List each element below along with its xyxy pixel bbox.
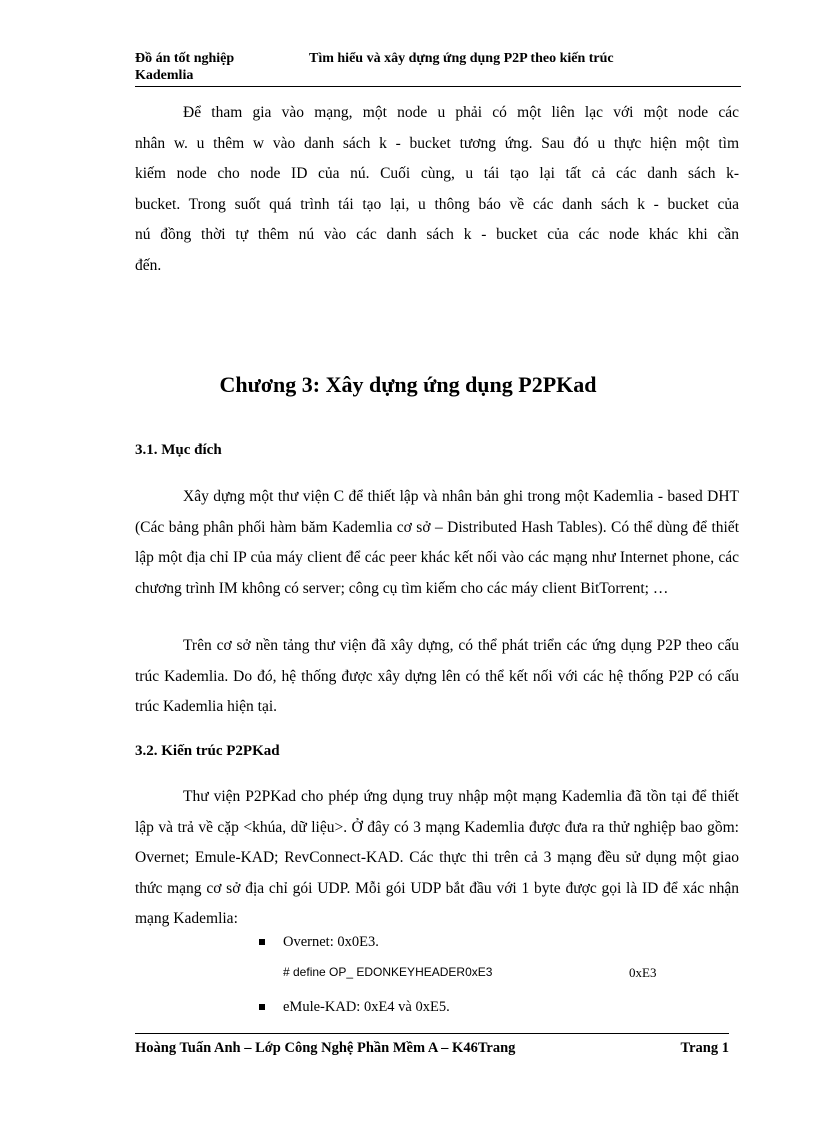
intro-line-6: đến. bbox=[135, 256, 162, 274]
section-2-heading: 3.2. Kiến trúc P2PKad bbox=[135, 743, 280, 759]
bullet-overnet bbox=[259, 934, 379, 951]
header-left-line1: Đồ án tốt nghiệp bbox=[135, 51, 235, 66]
intro-line-1: Để tham gia vào mạng, một node u phải có một liên lạc với một node các bbox=[183, 104, 739, 121]
section-1-heading: 3.1. Mục đích bbox=[135, 442, 222, 458]
section-1-paragraph-2: Trên cơ sở nền tảng thư viện đã xây dựng, có thể phát triển các ứng dụng P2P theo cấu trúc Kademlia. Do đó, hệ thống được xây dựng lên có thể kết nối với các hệ thống P2P có cấu trúc Kademlia hiện tại. bbox=[135, 637, 739, 715]
chapter-title: Chương 3: Xây dựng ứng dụng P2PKad bbox=[219, 372, 597, 397]
bullet-overnet-text: Overnet: 0x0E3. bbox=[283, 934, 379, 950]
header-left-line2: Kademlia bbox=[135, 68, 194, 83]
intro-line-3: kiếm node cho node ID của nú. Cuối cùng, u tái tạo lại tất cả các danh sách k- bbox=[135, 165, 739, 182]
code-define: # define OP_ EDONKEYHEADER0xE3 bbox=[283, 965, 493, 979]
intro-line-2: nhân w. u thêm w vào danh sách k - bucket tương ứng. Sau đó u thực hiện một tìm bbox=[135, 134, 739, 152]
intro-paragraph bbox=[135, 98, 739, 281]
footer-author: Hoàng Tuấn Anh – Lớp Công Nghệ Phần Mềm A – K46Trang bbox=[135, 1040, 516, 1056]
footer-page-number: Trang 1 bbox=[680, 1040, 729, 1056]
page-header bbox=[135, 50, 741, 87]
page-footer bbox=[135, 1033, 729, 1064]
intro-line-4: bucket. Trong suốt quá trình tái tạo lại, u thông báo về các danh sách k - bucket của bbox=[135, 195, 739, 213]
bullet-emule bbox=[259, 999, 450, 1016]
bullet-emule-text: eMule-KAD: 0xE4 và 0xE5. bbox=[283, 999, 450, 1015]
bullet-square-icon bbox=[259, 939, 265, 945]
code-value: 0xE3 bbox=[629, 965, 657, 980]
header-left bbox=[135, 50, 234, 84]
intro-line-5: nú đồng thời tự thêm nú vào các danh sách k - bucket của các node khác khi cần bbox=[135, 226, 739, 243]
bullet-square-icon bbox=[259, 1004, 265, 1010]
header-title: Tìm hiểu và xây dựng ứng dụng P2P theo kiến trúc bbox=[309, 51, 614, 66]
section-1-paragraph-1: Xây dựng một thư viện C để thiết lập và nhân bản ghi trong một Kademlia - based DHT (Các bảng phân phối hàm băm Kademlia cơ sở – Distributed Hash Tables). Có thể dùng để thiết lập một địa chỉ IP của máy client để các peer khác kết nối vào các mạng như Internet phone, các chương trình IM không có server; công cụ tìm kiếm cho các máy client BitTorrent; … bbox=[135, 488, 739, 597]
section-2-paragraph-1: Thư viện P2PKad cho phép ứng dụng truy nhập một mạng Kademlia đã tồn tại để thiết lập và trả về cặp <khúa, dữ liệu>. Ở đây có 3 mạng Kademlia được đưa ra thử nghiệp bao gồm: Overnet; Emule-KAD; RevConnect-KAD. Các thực thi trên cả 3 mạng đều sử dụng một giao thức mạng cơ sở địa chỉ gói UDP. Mỗi gói UDP bắt đầu với 1 byte được gọi là ID để xác nhận mạng Kademlia: bbox=[135, 788, 739, 927]
